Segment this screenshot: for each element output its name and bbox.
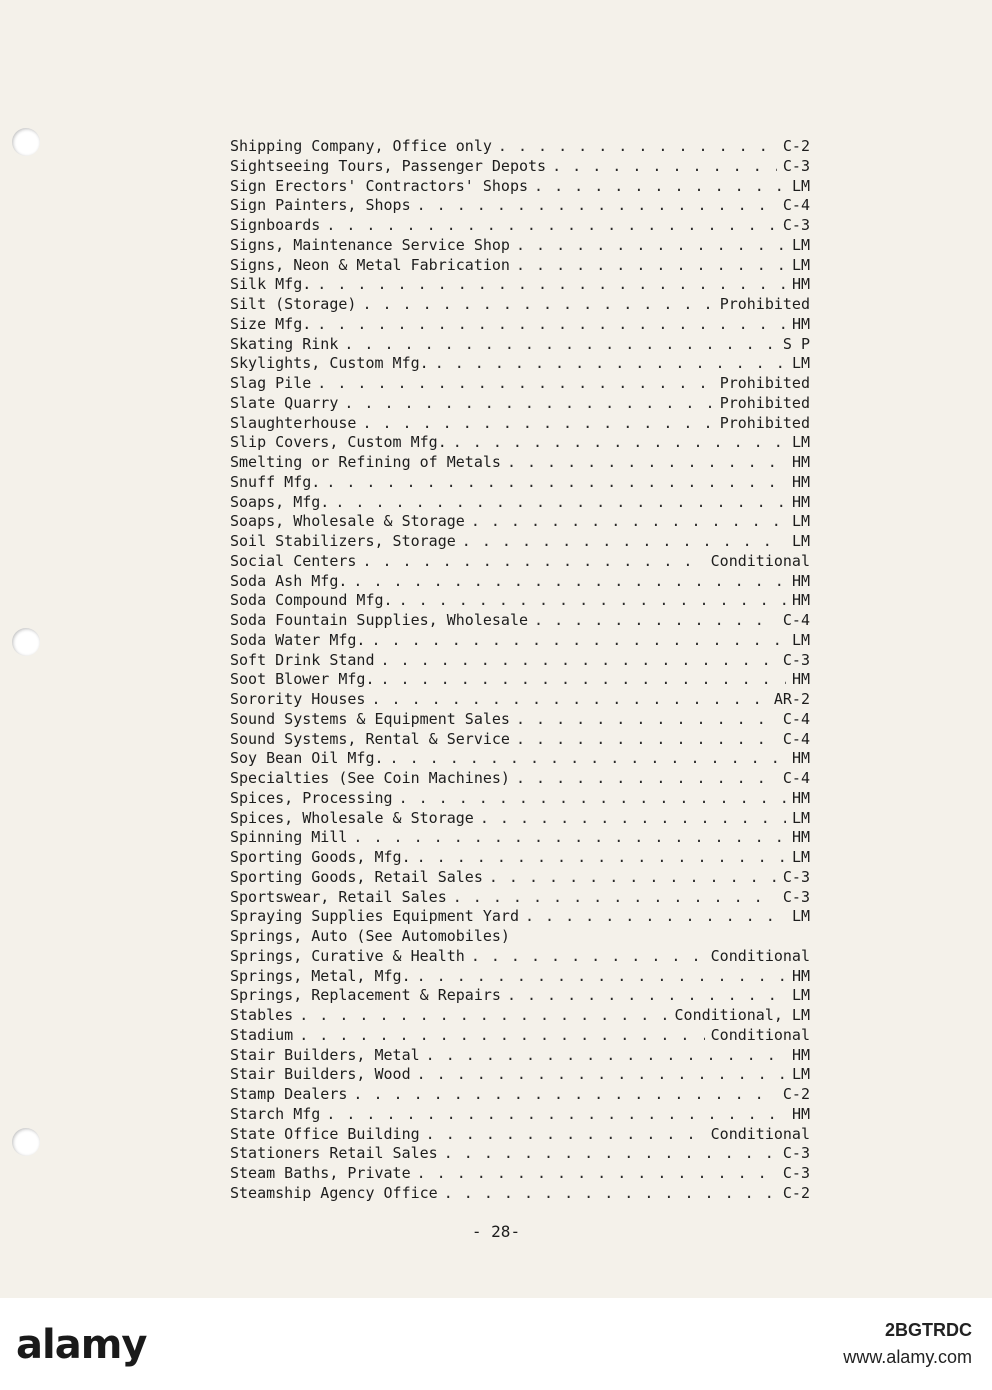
zone-code: LM bbox=[791, 630, 810, 649]
zone-code: HM bbox=[791, 275, 810, 294]
use-name: Springs, Curative & Health bbox=[230, 946, 465, 965]
use-name: Stair Builders, Metal bbox=[230, 1045, 420, 1064]
use-name: Starch Mfg bbox=[230, 1104, 321, 1123]
dot-leader bbox=[326, 473, 786, 493]
list-item bbox=[230, 907, 810, 927]
use-name: Signboards bbox=[230, 216, 321, 234]
use-name: Stamp Dealers bbox=[230, 1085, 348, 1103]
use-name: Soy Bean Oil Mfg. bbox=[230, 749, 384, 768]
use-name: Smelting or Refining of Metals bbox=[230, 453, 501, 471]
dot-leader bbox=[444, 1144, 777, 1164]
zone-code: Prohibited bbox=[719, 374, 810, 392]
dot-leader bbox=[353, 828, 786, 848]
list-item bbox=[230, 1046, 810, 1066]
dot-leader bbox=[317, 315, 786, 335]
zone-code: C-3 bbox=[782, 650, 810, 669]
zone-code: HM bbox=[791, 670, 810, 689]
dot-leader bbox=[507, 986, 786, 1006]
list-item bbox=[230, 354, 810, 374]
zone-code: C-4 bbox=[782, 196, 810, 215]
zone-code: LM bbox=[791, 532, 810, 550]
list-item bbox=[230, 315, 810, 335]
list-item bbox=[230, 1085, 810, 1105]
list-item bbox=[230, 473, 810, 493]
list-item bbox=[230, 749, 810, 769]
zone-code: Conditional bbox=[710, 1124, 810, 1143]
list-item bbox=[230, 888, 810, 908]
use-name: Springs, Metal, Mfg. bbox=[230, 966, 411, 985]
list-item bbox=[230, 216, 810, 236]
use-name: Soil Stabilizers, Storage bbox=[230, 532, 456, 550]
list-item bbox=[230, 1105, 810, 1125]
list-item bbox=[230, 196, 810, 216]
list-item bbox=[230, 730, 810, 750]
use-name: Skating Rink bbox=[230, 334, 339, 353]
list-item bbox=[230, 809, 810, 829]
dot-leader bbox=[417, 967, 786, 987]
dot-leader bbox=[417, 1065, 786, 1085]
use-name: Slip Covers, Custom Mfg. bbox=[230, 433, 447, 452]
list-item bbox=[230, 789, 810, 809]
dot-leader bbox=[552, 157, 777, 177]
zone-code: C-2 bbox=[782, 1085, 810, 1103]
dot-leader bbox=[353, 1085, 777, 1105]
dot-leader bbox=[516, 256, 786, 276]
use-name: Soda Water Mfg. bbox=[230, 630, 366, 649]
punch-hole-middle bbox=[12, 628, 40, 656]
zone-code: LM bbox=[791, 235, 810, 254]
list-item bbox=[230, 769, 810, 789]
use-name: Stadium bbox=[230, 1025, 294, 1044]
stock-photo-footer bbox=[0, 1298, 992, 1390]
dot-leader bbox=[317, 275, 786, 295]
use-name: Specialties (See Coin Machines) bbox=[230, 769, 510, 787]
dot-leader bbox=[516, 710, 777, 730]
list-item bbox=[230, 631, 810, 651]
dot-leader bbox=[371, 690, 767, 710]
dot-leader bbox=[498, 137, 777, 157]
zone-code: Conditional bbox=[710, 946, 810, 965]
list-item bbox=[230, 690, 810, 710]
list-item bbox=[230, 275, 810, 295]
zone-code: Conditional bbox=[710, 551, 810, 570]
list-item bbox=[230, 611, 810, 631]
dot-leader bbox=[362, 414, 713, 434]
list-item bbox=[230, 256, 810, 276]
dot-leader bbox=[399, 789, 786, 809]
dot-leader bbox=[525, 907, 786, 927]
use-name: Soft Drink Stand bbox=[230, 650, 375, 669]
zone-code: C-3 bbox=[782, 1164, 810, 1182]
use-name: Social Centers bbox=[230, 551, 357, 570]
zone-code: LM bbox=[791, 354, 810, 373]
punch-hole-top bbox=[12, 128, 40, 156]
use-name: Sportswear, Retail Sales bbox=[230, 887, 447, 906]
use-name: State Office Building bbox=[230, 1124, 420, 1143]
zone-code: LM bbox=[791, 907, 810, 926]
list-item bbox=[230, 1144, 810, 1164]
dot-leader bbox=[444, 1184, 777, 1204]
list-item bbox=[230, 552, 810, 572]
dot-leader bbox=[516, 730, 777, 750]
zone-code: LM bbox=[791, 848, 810, 866]
dot-leader bbox=[417, 1164, 777, 1184]
image-id: 2BGTRDC bbox=[884, 1320, 972, 1340]
zone-code: Conditional, LM bbox=[674, 1006, 810, 1024]
zone-code: LM bbox=[791, 986, 810, 1005]
use-name: Sporting Goods, Retail Sales bbox=[230, 867, 483, 886]
dot-leader bbox=[534, 177, 786, 197]
use-name: Soaps, Wholesale & Storage bbox=[230, 512, 465, 531]
zone-code: S P bbox=[782, 334, 810, 353]
dot-leader bbox=[453, 888, 777, 908]
dot-leader bbox=[381, 670, 786, 690]
image-credit bbox=[843, 1320, 972, 1368]
list-item bbox=[230, 493, 810, 513]
zone-code: C-2 bbox=[782, 1183, 810, 1202]
dot-leader bbox=[390, 749, 786, 769]
dot-leader bbox=[417, 196, 777, 216]
list-item bbox=[230, 295, 810, 315]
use-name: Silk Mfg. bbox=[230, 275, 312, 294]
list-item bbox=[230, 947, 810, 967]
list-item bbox=[230, 1026, 810, 1046]
dot-leader bbox=[326, 216, 777, 236]
zone-code: HM bbox=[791, 1104, 810, 1123]
use-name: Soda Ash Mfg. bbox=[230, 571, 348, 590]
list-item bbox=[230, 848, 810, 868]
list-item bbox=[230, 157, 810, 177]
list-item bbox=[230, 591, 810, 611]
list-item bbox=[230, 512, 810, 532]
zone-code: LM bbox=[791, 255, 810, 274]
dot-leader bbox=[426, 1125, 705, 1145]
use-name: Spinning Mill bbox=[230, 828, 348, 847]
list-item bbox=[230, 927, 810, 947]
zone-code: HM bbox=[791, 492, 810, 511]
zone-code: LM bbox=[791, 512, 810, 531]
list-item bbox=[230, 651, 810, 671]
zoning-use-list bbox=[230, 137, 810, 1204]
zone-code: Conditional bbox=[710, 1025, 810, 1044]
list-item bbox=[230, 414, 810, 434]
use-name: Stables bbox=[230, 1006, 294, 1024]
list-item bbox=[230, 1006, 810, 1026]
list-item bbox=[230, 394, 810, 414]
dot-leader bbox=[317, 374, 713, 394]
zone-code: C-4 bbox=[782, 709, 810, 728]
dot-leader bbox=[516, 769, 777, 789]
use-name: Sporting Goods, Mfg. bbox=[230, 848, 411, 866]
zone-code: HM bbox=[791, 472, 810, 491]
zone-code: HM bbox=[791, 1045, 810, 1064]
alamy-logo: alamy bbox=[16, 1322, 147, 1368]
page-number: - 28- bbox=[471, 1222, 521, 1241]
use-name: Size Mfg. bbox=[230, 314, 312, 333]
dot-leader bbox=[299, 1026, 704, 1046]
website-url: www.alamy.com bbox=[843, 1347, 972, 1367]
dot-leader bbox=[417, 848, 786, 868]
zone-code: HM bbox=[791, 314, 810, 333]
dot-leader bbox=[480, 809, 786, 829]
use-name: Signs, Neon & Metal Fabrication bbox=[230, 255, 510, 274]
zone-code: HM bbox=[791, 966, 810, 985]
zone-code: HM bbox=[791, 828, 810, 847]
use-name: Soda Fountain Supplies, Wholesale bbox=[230, 611, 529, 629]
list-item bbox=[230, 1164, 810, 1184]
dot-leader bbox=[435, 354, 786, 374]
use-name: Silt (Storage) bbox=[230, 295, 357, 313]
zone-code: C-3 bbox=[782, 867, 810, 886]
use-name: Soaps, Mfg. bbox=[230, 492, 330, 511]
list-item bbox=[230, 236, 810, 256]
dot-leader bbox=[326, 1105, 786, 1125]
use-name: Signs, Maintenance Service Shop bbox=[230, 235, 510, 254]
zone-code: LM bbox=[791, 808, 810, 827]
list-item bbox=[230, 137, 810, 157]
dot-leader bbox=[471, 512, 786, 532]
use-name: Slag Pile bbox=[230, 374, 312, 392]
list-item bbox=[230, 828, 810, 848]
dot-leader bbox=[462, 532, 786, 552]
use-name: Soot Blower Mfg. bbox=[230, 670, 375, 689]
dot-leader bbox=[426, 1046, 786, 1066]
dot-leader bbox=[453, 433, 786, 453]
use-name: Springs, Auto (See Automobiles) bbox=[230, 927, 510, 945]
use-name: Steam Baths, Private bbox=[230, 1164, 411, 1182]
zone-code: HM bbox=[791, 591, 810, 610]
zone-code: Prohibited bbox=[719, 295, 810, 313]
zone-code: C-3 bbox=[782, 156, 810, 175]
zone-code: C-3 bbox=[782, 1144, 810, 1163]
list-item bbox=[230, 1125, 810, 1145]
use-name: Slate Quarry bbox=[230, 393, 339, 412]
list-item bbox=[230, 710, 810, 730]
list-item bbox=[230, 532, 810, 552]
list-item bbox=[230, 986, 810, 1006]
zone-code: C-3 bbox=[782, 216, 810, 234]
zone-code: HM bbox=[791, 788, 810, 807]
dot-leader bbox=[516, 236, 786, 256]
dot-leader bbox=[299, 1006, 668, 1026]
dot-leader bbox=[399, 591, 786, 611]
list-item bbox=[230, 670, 810, 690]
use-name: Spraying Supplies Equipment Yard bbox=[230, 907, 519, 926]
zone-code: LM bbox=[791, 176, 810, 195]
dot-leader bbox=[362, 295, 713, 315]
zone-code: HM bbox=[791, 453, 810, 471]
use-name: Shipping Company, Office only bbox=[230, 137, 492, 155]
list-item bbox=[230, 1184, 810, 1204]
zone-code: LM bbox=[791, 433, 810, 452]
zone-code: C-2 bbox=[782, 137, 810, 155]
zone-code: C-4 bbox=[782, 611, 810, 629]
list-item bbox=[230, 1065, 810, 1085]
use-name: Sign Erectors' Contractors' Shops bbox=[230, 176, 529, 195]
use-name: Soda Compound Mfg. bbox=[230, 591, 393, 610]
list-item bbox=[230, 433, 810, 453]
use-name: Sorority Houses bbox=[230, 690, 366, 708]
use-name: Skylights, Custom Mfg. bbox=[230, 354, 429, 373]
use-name: Sign Painters, Shops bbox=[230, 196, 411, 215]
use-name: Springs, Replacement & Repairs bbox=[230, 986, 501, 1005]
use-name: Sightseeing Tours, Passenger Depots bbox=[230, 156, 547, 175]
zone-code: C-4 bbox=[782, 729, 810, 748]
zone-code: AR-2 bbox=[773, 690, 810, 708]
dot-leader bbox=[489, 868, 777, 888]
zone-code: HM bbox=[791, 749, 810, 768]
use-name: Stair Builders, Wood bbox=[230, 1065, 411, 1084]
use-name: Stationers Retail Sales bbox=[230, 1144, 438, 1163]
dot-leader bbox=[507, 453, 786, 473]
list-item bbox=[230, 335, 810, 355]
list-item bbox=[230, 177, 810, 197]
use-name: Snuff Mfg. bbox=[230, 472, 321, 491]
dot-leader bbox=[335, 493, 786, 513]
zone-code: HM bbox=[791, 571, 810, 590]
list-item bbox=[230, 967, 810, 987]
zone-code: LM bbox=[791, 1065, 810, 1084]
dot-leader bbox=[381, 651, 777, 671]
list-item bbox=[230, 453, 810, 473]
use-name: Sound Systems & Equipment Sales bbox=[230, 709, 510, 728]
dot-leader bbox=[344, 394, 713, 414]
use-name: Sound Systems, Rental & Service bbox=[230, 729, 510, 748]
punch-hole-bottom bbox=[12, 1128, 40, 1156]
list-item bbox=[230, 868, 810, 888]
zone-code: C-3 bbox=[782, 887, 810, 906]
list-item bbox=[230, 374, 810, 394]
dot-leader bbox=[362, 552, 704, 572]
use-name: Spices, Wholesale & Storage bbox=[230, 808, 474, 827]
zone-code: C-4 bbox=[782, 769, 810, 787]
zone-code: Prohibited bbox=[719, 413, 810, 432]
list-item bbox=[230, 572, 810, 592]
dot-leader bbox=[534, 611, 777, 631]
use-name: Slaughterhouse bbox=[230, 413, 357, 432]
dot-leader bbox=[371, 631, 785, 651]
dot-leader bbox=[471, 947, 705, 967]
zone-code: Prohibited bbox=[719, 393, 810, 412]
dot-leader bbox=[344, 335, 777, 355]
dot-leader bbox=[353, 572, 786, 592]
use-name: Spices, Processing bbox=[230, 788, 393, 807]
use-name: Steamship Agency Office bbox=[230, 1183, 438, 1202]
